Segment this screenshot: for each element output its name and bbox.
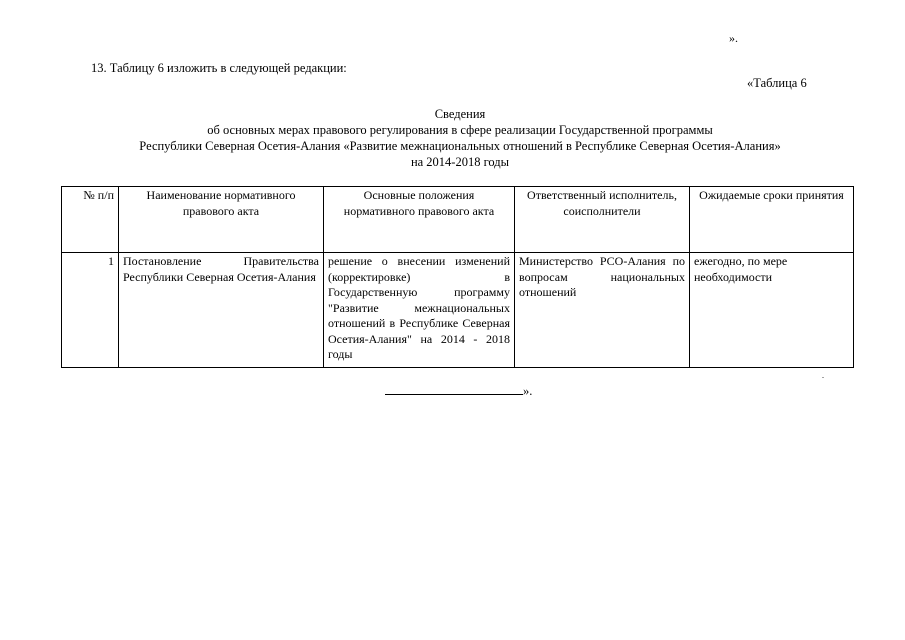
closing-quote-top: ».	[729, 31, 738, 45]
header-terms: Ожидаемые сроки принятия	[690, 187, 854, 253]
cell-provisions: решение о внесении изменений (корректировке) в Государственную программу "Развитие межнациональных отношений в Республике Северная Осетия-Алания" на 2014 - 2018 годы	[324, 253, 515, 368]
footer-closing-quote: ».	[523, 384, 533, 398]
cell-executor: Министерство РСО-Алания по вопросам национальных отношений	[515, 253, 690, 368]
cell-number: 1	[62, 253, 119, 368]
table-label: «Таблица 6	[747, 76, 807, 90]
table-header-row	[62, 187, 854, 253]
footer-closing	[385, 382, 532, 399]
header-executor: Ответственный исполнитель, соисполнители	[515, 187, 690, 253]
title-line-4: на 2014-2018 годы	[410, 155, 510, 169]
table-row	[62, 253, 854, 368]
measures-table	[61, 186, 854, 368]
item-heading: 13. Таблицу 6 изложить в следующей редакции:	[91, 61, 347, 75]
title-line-1: Сведения	[434, 107, 486, 121]
signature-underline	[385, 382, 523, 395]
cell-act-name: Постановление Правительства Республики Северная Осетия-Алания	[119, 253, 324, 368]
cell-terms: ежегодно, по мере необходимости	[690, 253, 854, 368]
header-provisions: Основные положения нормативного правового акта	[324, 187, 515, 253]
header-act-name: Наименование нормативного правового акта	[119, 187, 324, 253]
title-line-3: Республики Северная Осетия-Алания «Развитие межнациональных отношений в Республике Северная Осетия-Алания»	[139, 139, 781, 153]
header-number: № п/п	[62, 187, 119, 253]
title-line-2: об основных мерах правового регулирования в сфере реализации Государственной программы	[207, 123, 713, 137]
footer-dot: .	[822, 371, 824, 380]
